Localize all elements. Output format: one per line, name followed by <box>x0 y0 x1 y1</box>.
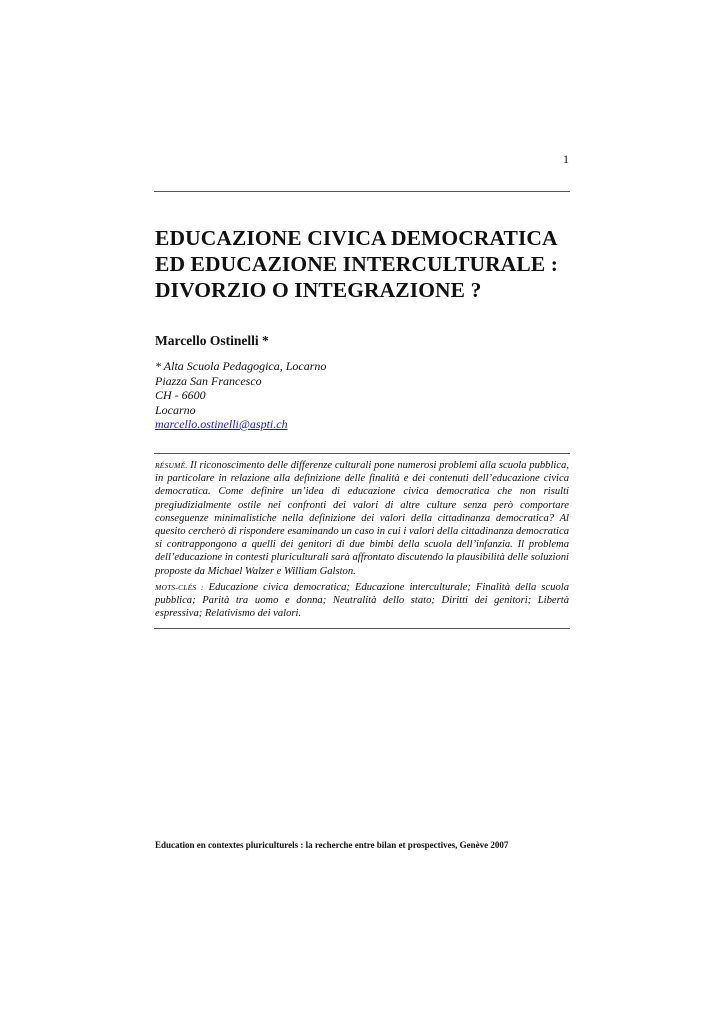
abstract-text: Il riconoscimento delle differenze culturali pone numerosi problemi alla scuola pubblica, in particolare in relazione alla definizione delle finalità e dei contenuti dell’educazione civica democratica. Come definire un’idea di educazione civica democratica che non risulti pregiudizialmente ostile nei confronti dei valori di altre culture senza però comportare conseguenze minimalistiche nella definizione dei valori della cittadinanza democratica? Al quesito cercherò di rispondere esaminando un caso in cui i valori della cittadinanza democratica si contrappongono a quelli dei genitori di due bimbi della scuola dell’infanzia. Il problema dell’educazione in contesti pluriculturali sarà affrontato discutendo la plausibilità delle soluzioni proposte da Michael Walzer e William Galston. <box>155 460 569 577</box>
title-line: ED EDUCAZIONE INTERCULTURALE : <box>155 252 559 276</box>
author-affiliation <box>155 359 326 432</box>
affiliation-line: Piazza San Francesco <box>155 373 262 388</box>
affiliation-line: Locarno <box>155 402 196 417</box>
top-divider <box>154 191 570 192</box>
page-number: 1 <box>563 152 569 166</box>
author-email-link[interactable]: marcello.ostinelli@aspti.ch <box>155 417 288 431</box>
keywords-text: Educazione civica democratica; Educazione interculturale; Finalità della scuola pubblica; Parità tra uomo e donna; Neutralità dello stato; Diritti dei genitori; Libertà espressiva; Relativismo dei valori. <box>155 581 569 620</box>
keywords-label: MOTS-CLÉS : <box>155 582 204 592</box>
author-name: Marcello Ostinelli * <box>155 333 269 348</box>
abstract-label: RÉSUMÉ. <box>155 461 188 470</box>
title-line: EDUCAZIONE CIVICA DEMOCRATICA <box>155 226 558 250</box>
abstract-top-divider <box>154 453 570 454</box>
affiliation-line: CH - 6600 <box>155 388 206 402</box>
affiliation-line: * Alta Scuola Pedagogica, Locarno <box>155 359 327 373</box>
paper-title <box>155 225 575 303</box>
footer-citation: Education en contextes pluriculturels : la recherche entre bilan et prospectives, Genève 2007 <box>155 840 509 850</box>
keywords-paragraph <box>155 581 569 621</box>
abstract-block <box>155 459 569 620</box>
abstract-paragraph <box>155 459 569 578</box>
title-line: DIVORZIO O INTEGRAZIONE ? <box>155 278 482 302</box>
abstract-bottom-divider <box>154 628 570 629</box>
